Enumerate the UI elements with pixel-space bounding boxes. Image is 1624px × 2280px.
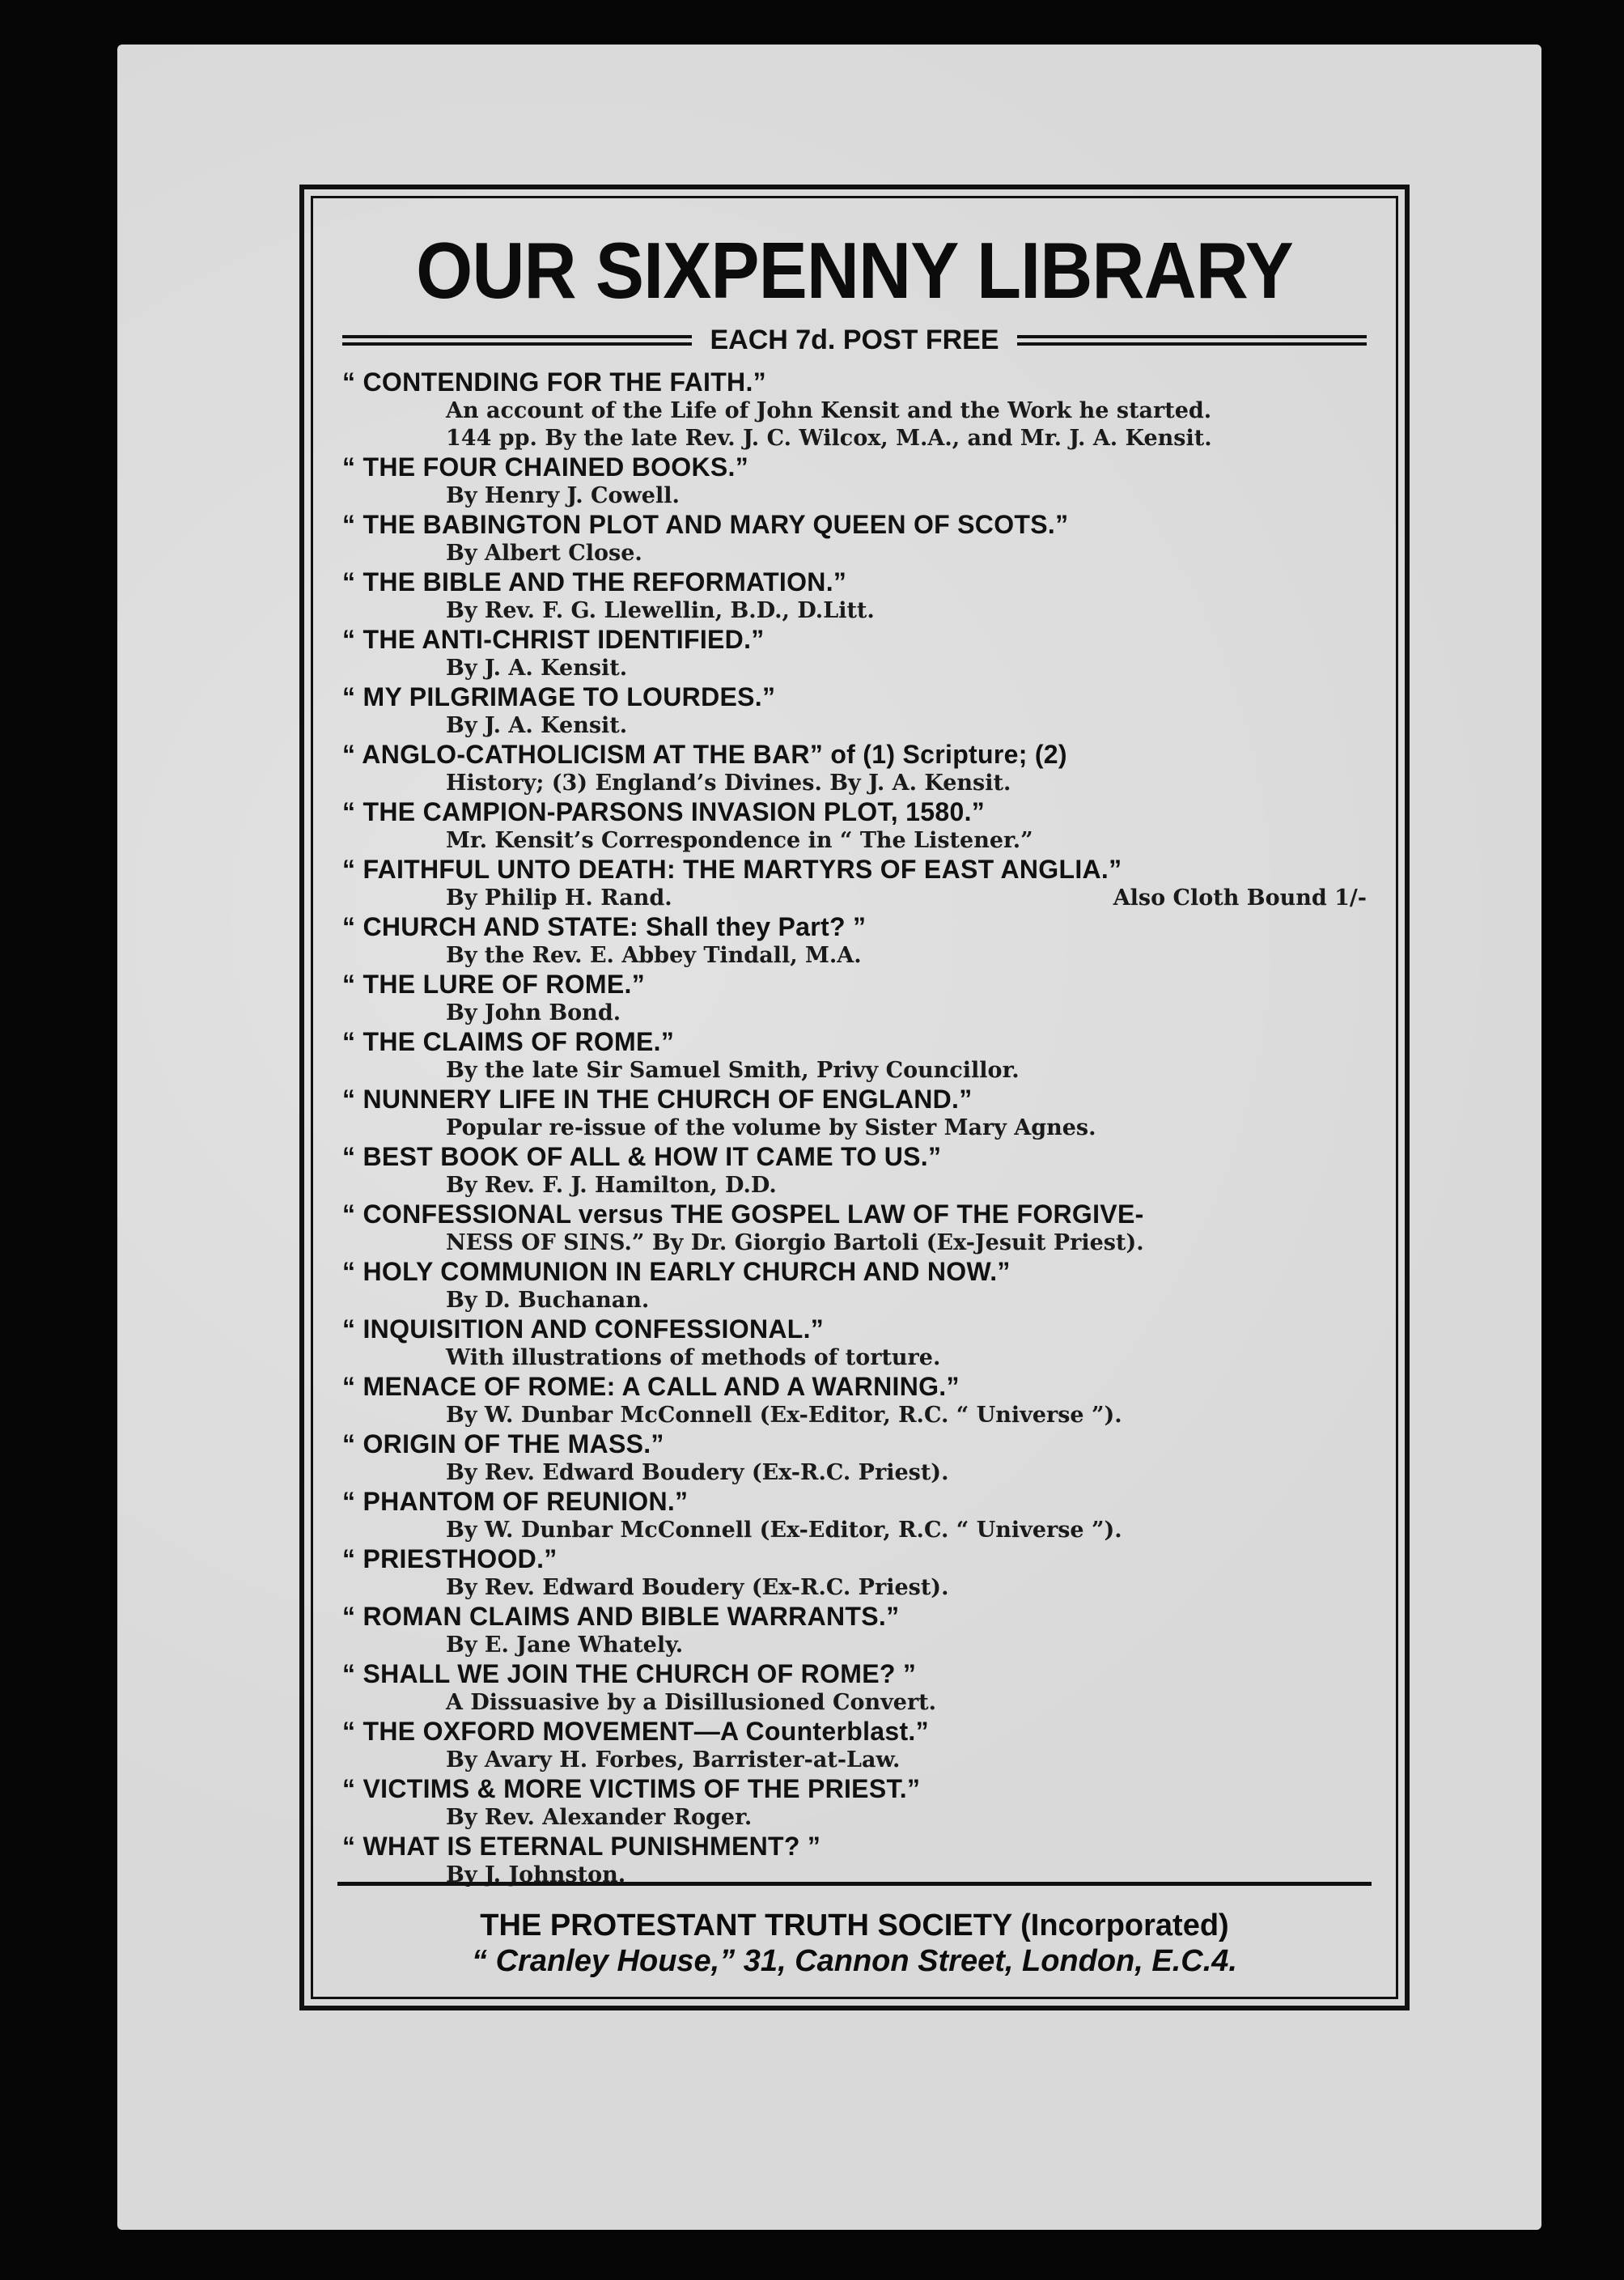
book-description-text: By John Bond. [446,1000,621,1025]
book-description [342,1172,1367,1199]
book-title: “ CONFESSIONAL versus THE GOSPEL LAW OF THE FORGIVE- [342,1199,1144,1229]
book-description [342,1344,1367,1372]
book-description-text: By Rev. Alexander Roger. [446,1805,753,1830]
book-description-text: By Avary H. Forbes, Barrister-at-Law. [446,1747,901,1773]
book-title: “ ORIGIN OF THE MASS.” [342,1429,664,1458]
book-description-text: By Rev. F. G. Llewellin, B.D., D.Litt. [446,598,875,623]
publisher-block [313,1908,1396,1979]
book-description-text: A Dissuasive by a Disillusioned Convert. [446,1690,937,1715]
book-description-text: With illustrations of methods of torture. [446,1345,941,1370]
list-item [342,797,1367,855]
book-description-text: By D. Buchanan. [446,1288,650,1313]
list-item [342,367,1367,452]
book-description [342,397,1367,425]
book-title: “ CHURCH AND STATE: Shall they Part? ” [342,912,867,941]
book-title: “ ROMAN CLAIMS AND BIBLE WARRANTS.” [342,1602,900,1631]
book-description [342,1747,1367,1774]
list-item [342,1774,1367,1832]
book-title: “ THE OXFORD MOVEMENT—A Counterblast.” [342,1717,929,1746]
list-item [342,1142,1367,1199]
book-description [342,425,1367,452]
binding-note: Also Cloth Bound 1/- [1113,885,1367,911]
page-title: OUR SIXPENNY LIBRARY [416,226,1293,315]
book-description [342,655,1367,682]
book-description-text: By J. A. Kensit. [446,713,628,738]
list-item [342,1257,1367,1314]
book-title: “ THE LURE OF ROME.” [342,970,645,999]
book-description-text: Mr. Kensit’s Correspondence in “ The Listener.” [446,828,1033,853]
book-description-text: By the late Sir Samuel Smith, Privy Councillor. [446,1058,1020,1083]
book-description [342,1632,1367,1659]
book-description [342,770,1367,797]
book-description-text: By Rev. Edward Boudery (Ex-R.C. Priest). [446,1460,949,1485]
book-title: “ SHALL WE JOIN THE CHURCH OF ROME? ” [342,1659,917,1688]
list-item [342,1602,1367,1659]
list-item [342,970,1367,1027]
price-subtitle: EACH 7d. POST FREE [710,325,999,355]
list-item [342,452,1367,510]
book-title: “ INQUISITION AND CONFESSIONAL.” [342,1314,825,1344]
book-title: “ MENACE OF ROME: A CALL AND A WARNING.” [342,1372,960,1401]
book-title: “ THE CAMPION-PARSONS INVASION PLOT, 1580.” [342,797,986,826]
book-description-text: By Albert Close. [446,541,642,566]
double-rule-right [1017,335,1367,346]
book-description-text: By W. Dunbar McConnell (Ex-Editor, R.C. “ Universe ”). [446,1403,1122,1428]
list-item [342,682,1367,740]
book-description [342,885,1367,912]
publisher-name: THE PROTESTANT TRUTH SOCIETY (Incorporated) [480,1908,1229,1942]
book-description-text: By W. Dunbar McConnell (Ex-Editor, R.C. “ Universe ”). [446,1518,1122,1543]
book-description [342,1057,1367,1085]
footer-rule [337,1882,1372,1886]
book-description [342,1574,1367,1602]
book-description-text: By Henry J. Cowell. [446,483,680,508]
book-title: “ CONTENDING FOR THE FAITH.” [342,367,766,397]
book-description [342,597,1367,625]
book-description [342,1689,1367,1717]
list-item [342,1717,1367,1774]
book-description-text: By J. Johnston. [446,1862,626,1887]
list-item [342,912,1367,970]
list-item [342,1429,1367,1487]
book-title: “ VICTIMS & MORE VICTIMS OF THE PRIEST.” [342,1774,921,1803]
book-description-text: 144 pp. By the late Rev. J. C. Wilcox, M.A., and Mr. J. A. Kensit. [446,426,1212,451]
list-item [342,1199,1367,1257]
book-description [342,1459,1367,1487]
book-description [342,1115,1367,1142]
list-item [342,1832,1367,1889]
book-description [342,1287,1367,1314]
book-description-text: By the Rev. E. Abbey Tindall, M.A. [446,943,862,968]
book-description-text: Popular re-issue of the volume by Sister Mary Agnes. [446,1115,1096,1140]
list-item [342,1314,1367,1372]
book-title: “ PRIESTHOOD.” [342,1544,558,1573]
list-item [342,567,1367,625]
book-title: “ MY PILGRIMAGE TO LOURDES.” [342,682,776,711]
book-title: “ HOLY COMMUNION IN EARLY CHURCH AND NOW.” [342,1257,1011,1286]
list-item [342,855,1367,912]
book-title: “ FAITHFUL UNTO DEATH: THE MARTYRS OF EAST ANGLIA.” [342,855,1122,884]
double-rule-left [342,335,692,346]
list-item [342,1544,1367,1602]
book-title: “ BEST BOOK OF ALL & HOW IT CAME TO US.” [342,1142,942,1171]
book-title: “ NUNNERY LIFE IN THE CHURCH OF ENGLAND.” [342,1085,973,1114]
book-description [342,1229,1367,1257]
book-title: “ THE FOUR CHAINED BOOKS.” [342,452,749,482]
book-description-text: NESS OF SINS.” By Dr. Giorgio Bartoli (Ex-Jesuit Priest). [446,1230,1144,1255]
book-description [342,540,1367,567]
list-item [342,1085,1367,1142]
list-item [342,1372,1367,1429]
book-description-text: By Rev. F. J. Hamilton, D.D. [446,1173,777,1198]
book-title: “ THE ANTI-CHRIST IDENTIFIED.” [342,625,765,654]
book-description-text: An account of the Life of John Kensit and the Work he started. [446,398,1212,423]
list-item [342,510,1367,567]
list-item [342,1659,1367,1717]
list-item [342,625,1367,682]
book-title: “ THE BABINGTON PLOT AND MARY QUEEN OF SCOTS.” [342,510,1069,539]
book-title: “ PHANTOM OF REUNION.” [342,1487,689,1516]
list-item [342,740,1367,797]
book-description [342,1000,1367,1027]
book-title: “ THE CLAIMS OF ROME.” [342,1027,675,1056]
list-item [342,1487,1367,1544]
book-description [342,1402,1367,1429]
book-description-text: By Philip H. Rand. [446,885,672,911]
publisher-address: “ Cranley House,” 31, Cannon Street, London, E.C.4. [472,1944,1237,1978]
advertisement-inner-border [311,196,1398,1999]
advertisement-frame [299,185,1410,2010]
book-list [342,367,1367,1889]
book-description-text: By Rev. Edward Boudery (Ex-R.C. Priest). [446,1575,949,1600]
book-description [342,942,1367,970]
book-description [342,482,1367,510]
subtitle-row [342,325,1367,356]
book-description [342,1517,1367,1544]
book-description [342,712,1367,740]
book-description [342,827,1367,855]
book-description [342,1804,1367,1832]
book-description-text: History; (3) England’s Divines. By J. A. Kensit. [446,771,1011,796]
book-title: “ WHAT IS ETERNAL PUNISHMENT? ” [342,1832,821,1861]
book-description-text: By J. A. Kensit. [446,656,628,681]
list-item [342,1027,1367,1085]
book-title: “ ANGLO-CATHOLICISM AT THE BAR” of (1) Scripture; (2) [342,740,1067,769]
book-title: “ THE BIBLE AND THE REFORMATION.” [342,567,847,597]
book-description-text: By E. Jane Whately. [446,1633,684,1658]
